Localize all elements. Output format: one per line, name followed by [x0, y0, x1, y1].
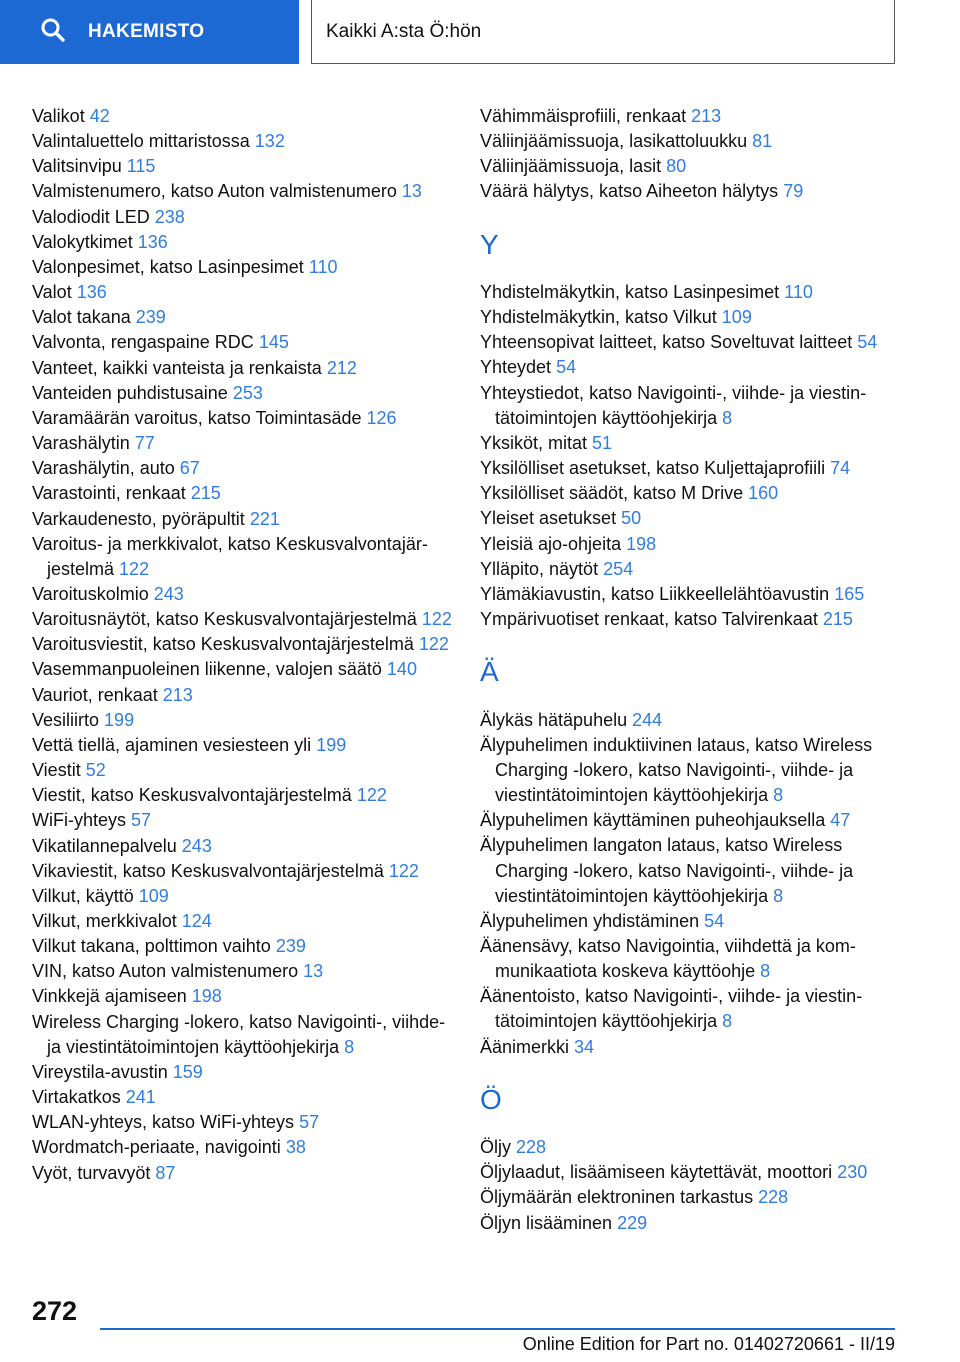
entry-text: Äänensävy, katso Navigointia, viihdettä ja kommunikaatiota koskeva käyttöohje [480, 936, 856, 982]
page-link[interactable]: 228 [758, 1187, 789, 1208]
entry-text: Älypuhelimen käyttäminen puheohjauksella [480, 810, 826, 831]
index-entry [32, 657, 452, 682]
entry-text: Yleiset asetukset [480, 508, 617, 529]
entry-text: Valodiodit LED [32, 206, 150, 227]
entry-text: Ylämäkiavustin, katso Liikkeellelähtöavustin [480, 583, 830, 604]
index-entry [480, 909, 920, 934]
page-link[interactable]: 110 [308, 256, 338, 277]
index-entry [32, 959, 452, 984]
entry-text: Varoitusnäytöt, katso Keskusvalvontajärjestelmä [32, 609, 417, 630]
index-entry [480, 456, 920, 481]
page-link[interactable]: 79 [783, 181, 804, 202]
index-entry [32, 230, 452, 255]
entry-text: Wordmatch-periaate, navigointi [32, 1137, 281, 1158]
index-entry [32, 834, 452, 859]
page-link[interactable]: 13 [303, 961, 324, 982]
entry-text: Varashälytin, auto [32, 458, 175, 479]
page-link[interactable]: 239 [135, 307, 166, 328]
right-index-column [480, 104, 920, 1236]
entry-text: VIN, katso Auton valmistenumero [32, 961, 299, 982]
index-entry [480, 1211, 920, 1236]
entry-text: Vilkut, käyttö [32, 885, 134, 906]
index-entry [480, 431, 920, 456]
entry-text: WLAN-yhteys, katso WiFi-yhteys [32, 1112, 295, 1133]
page-link[interactable]: 229 [617, 1212, 648, 1233]
page-link[interactable]: 213 [691, 106, 722, 126]
index-entry [32, 909, 452, 934]
entry-text: Valintaluettelo mittaristossa [32, 131, 250, 152]
entry-text: Vilkut takana, polttimon vaihto [32, 936, 271, 957]
page-link[interactable]: 8 [344, 1036, 355, 1057]
page-link[interactable]: 8 [760, 961, 771, 982]
page-link[interactable]: 198 [626, 533, 657, 554]
page-link[interactable]: 145 [258, 332, 289, 353]
index-entry [480, 154, 920, 179]
entry-text: Öljyn lisääminen [480, 1212, 613, 1233]
entry-text: Väliinjäämissuoja, lasit [480, 156, 662, 177]
page-link[interactable]: 136 [76, 282, 107, 303]
entry-text: Varoituskolmio [32, 583, 149, 604]
entry-text: Valvonta, rengaspaine RDC [32, 332, 254, 353]
search-icon [40, 17, 66, 48]
edition-text: Online Edition for Part no. 01402720661 - II/19 [522, 1334, 895, 1354]
entry-text: Valokytkimet [32, 231, 133, 252]
page-link[interactable]: 109 [721, 307, 752, 328]
page-link[interactable]: 165 [834, 583, 865, 604]
index-entry [32, 1010, 452, 1060]
page-link[interactable]: 122 [421, 609, 452, 630]
page-link[interactable]: 221 [249, 508, 280, 529]
index-entry [32, 884, 452, 909]
index-entry [32, 708, 452, 733]
index-entry [32, 859, 452, 884]
index-entry [32, 381, 452, 406]
entry-text: Vikatilannepalvelu [32, 835, 177, 856]
page-link[interactable]: 243 [153, 583, 184, 604]
entry-text: Valonpesimet, katso Lasinpesimet [32, 256, 304, 277]
page-link[interactable]: 230 [837, 1162, 868, 1183]
index-entry [32, 783, 452, 808]
index-entry [32, 179, 452, 204]
page-link[interactable]: 8 [722, 407, 733, 428]
page-link[interactable]: 215 [190, 483, 221, 504]
index-entry [32, 532, 452, 582]
entry-text: Valot takana [32, 307, 131, 328]
entry-text: Varoitus- ja merkkivalot, katso Keskusvalvontajärjestelmä [32, 533, 428, 579]
index-entry [480, 280, 920, 305]
index-entry [32, 808, 452, 833]
page-link[interactable]: 254 [603, 558, 634, 579]
index-entry [32, 356, 452, 381]
entry-text: Vanteet, kaikki vanteista ja renkaista [32, 357, 322, 378]
index-entry [32, 129, 452, 154]
page-link[interactable]: 140 [386, 659, 417, 680]
page-link[interactable]: 47 [830, 810, 851, 831]
index-button-label: HAKEMISTO [88, 21, 205, 42]
index-entry [32, 1161, 452, 1186]
entry-text: Vikaviestit, katso Keskusvalvontajärjestelmä [32, 860, 384, 881]
entry-text: Valmistenumero, katso Auton valmistenumero [32, 181, 397, 202]
page-link[interactable]: 122 [418, 634, 449, 655]
entry-text: Vauriot, renkaat [32, 684, 158, 705]
page-link[interactable]: 50 [621, 508, 642, 529]
page-link[interactable]: 213 [162, 684, 193, 705]
index-entry [32, 733, 452, 758]
entry-text: Yksiköt, mitat [480, 432, 588, 453]
index-entry [32, 1085, 452, 1110]
entry-text: Yksilölliset säädöt, katso M Drive [480, 483, 744, 504]
index-entry [32, 104, 452, 129]
index-entry [32, 582, 452, 607]
page-link[interactable]: 115 [126, 156, 156, 177]
index-entry [480, 984, 920, 1034]
entry-text: Älypuhelimen induktiivinen lataus, katso Wireless Charging -lokero, katso Navigointi-, viihde- ja viestintätoimintojen käyttöohjekirja [480, 734, 873, 806]
index-entry [480, 708, 920, 733]
index-entry [480, 506, 920, 531]
index-entry [32, 431, 452, 456]
page-link[interactable]: 54 [704, 910, 725, 931]
index-entry [480, 1135, 920, 1160]
entry-text: Ylläpito, näytöt [480, 558, 599, 579]
index-entry [480, 733, 920, 808]
entry-text: Vyöt, turvavyöt [32, 1162, 151, 1183]
page-link[interactable]: 126 [366, 407, 397, 428]
entry-text: Viestit [32, 760, 81, 781]
breadcrumb[interactable]: Kaikki A:sta Ö:hön [311, 0, 895, 64]
index-entry [32, 984, 452, 1009]
page-link[interactable]: 13 [401, 181, 422, 202]
page-link[interactable]: 122 [356, 785, 387, 806]
entry-text: Äänimerkki [480, 1036, 570, 1057]
entry-text: Älykäs hätäpuhelu [480, 709, 628, 730]
index-entry [32, 507, 452, 532]
index-entry [480, 381, 920, 431]
page-link[interactable]: 74 [830, 458, 851, 479]
entry-text: Yhdistelmäkytkin, katso Vilkut [480, 307, 717, 328]
index-entry [480, 481, 920, 506]
index-entry [480, 179, 920, 204]
entry-text: Vasemmanpuoleinen liikenne, valojen säätö [32, 659, 382, 680]
entry-text: Yhteydet [480, 357, 552, 378]
section-letter-heading: Ä [480, 656, 499, 688]
entry-text: Öljymäärän elektroninen tarkastus [480, 1187, 754, 1208]
page-link[interactable]: 8 [773, 885, 784, 906]
page-link[interactable]: 238 [154, 206, 185, 227]
entry-text: Öljylaadut, lisäämiseen käytettävät, moottori [480, 1162, 833, 1183]
entry-text: Yhteensopivat laitteet, katso Soveltuvat laitteet [480, 332, 853, 353]
entry-text: Varoitusviestit, katso Keskusvalvontajärjestelmä [32, 634, 414, 655]
entry-text: Väliinjäämissuoja, lasikattoluukku [480, 131, 748, 152]
page-link[interactable]: 122 [119, 558, 150, 579]
page-link[interactable]: 51 [592, 432, 613, 453]
entry-text: Älypuhelimen yhdistäminen [480, 910, 700, 931]
header-bar [0, 0, 960, 64]
index-entry [32, 607, 452, 632]
page-link[interactable]: 34 [574, 1036, 595, 1057]
entry-text: Äänentoisto, katso Navigointi-, viihde- ja viestintätoimintojen käyttöohjekirja [480, 986, 863, 1032]
page-link[interactable]: 57 [299, 1112, 320, 1133]
index-entry [480, 532, 920, 557]
entry-text: Väärä hälytys, katso Aiheeton hälytys [480, 181, 779, 202]
entry-text: Yksilölliset asetukset, katso Kuljettajaprofiili [480, 458, 826, 479]
page-link[interactable]: 132 [254, 131, 285, 152]
page-link[interactable]: 109 [138, 885, 169, 906]
index-entry [480, 104, 920, 129]
index-entry [32, 205, 452, 230]
entry-text: Vanteiden puhdistusaine [32, 382, 228, 403]
entry-text: Wireless Charging -lokero, katso Navigointi-, viihde- ja viestintätoimintojen käyttöohjekirja [32, 1011, 446, 1057]
index-entry [32, 683, 452, 708]
entry-text: Valikot [32, 106, 85, 126]
entry-text: Ympärivuotiset renkaat, katso Talvirenkaat [480, 609, 818, 630]
index-entry [32, 305, 452, 330]
index-entry [32, 456, 452, 481]
page-link[interactable]: 244 [632, 709, 663, 730]
page-link[interactable]: 54 [857, 332, 878, 353]
page-link[interactable]: 241 [125, 1087, 156, 1108]
page-link[interactable]: 253 [232, 382, 263, 403]
entry-text: Öljy [480, 1137, 511, 1158]
page-number: 272 [32, 1296, 78, 1326]
page-link[interactable]: 42 [89, 106, 110, 126]
footer-divider [100, 1328, 895, 1330]
page-link[interactable]: 212 [326, 357, 357, 378]
entry-text: Vinkkejä ajamiseen [32, 986, 187, 1007]
index-entry [480, 808, 920, 833]
index-entry [480, 355, 920, 380]
page-link[interactable]: 67 [179, 458, 200, 479]
entry-text: WiFi-yhteys [32, 810, 126, 831]
entry-text: Varastointi, renkaat [32, 483, 186, 504]
entry-text: Valot [32, 282, 72, 303]
entry-text: Vesiliirto [32, 709, 100, 730]
index-button[interactable] [0, 0, 299, 64]
entry-text: Varamäärän varoitus, katso Toimintasäde [32, 407, 362, 428]
section-letter-heading: Y [480, 228, 499, 260]
page-link[interactable]: 77 [134, 433, 155, 454]
index-entry [32, 758, 452, 783]
page-link[interactable]: 239 [275, 936, 306, 957]
index-entry [480, 607, 920, 632]
index-entry [480, 1035, 920, 1060]
entry-text: Vilkut, merkkivalot [32, 911, 177, 931]
page-link[interactable]: 124 [181, 911, 212, 931]
entry-text: Vähimmäisprofiili, renkaat [480, 106, 687, 126]
index-entry [32, 1060, 452, 1085]
entry-text: Viestit, katso Keskusvalvontajärjestelmä [32, 785, 352, 806]
page-link[interactable]: 38 [285, 1137, 306, 1158]
entry-text: Vettä tiellä, ajaminen vesiesteen yli [32, 734, 312, 755]
page-link[interactable]: 80 [666, 156, 687, 177]
page-link[interactable]: 228 [516, 1137, 547, 1158]
index-entry [480, 582, 920, 607]
index-entry [32, 330, 452, 355]
page-link[interactable]: 136 [137, 231, 168, 252]
section-letter-heading: Ö [480, 1083, 502, 1115]
page-link[interactable]: 110 [784, 282, 813, 303]
index-entry [480, 1185, 920, 1210]
page-link[interactable]: 243 [181, 835, 212, 856]
page-link[interactable]: 8 [722, 1011, 733, 1032]
index-entry [32, 1135, 452, 1160]
page-link[interactable]: 160 [748, 483, 779, 504]
page-link[interactable]: 54 [556, 357, 577, 378]
page-link[interactable]: 81 [752, 131, 773, 152]
entry-text: Vireystila-avustin [32, 1061, 168, 1082]
page-link[interactable]: 52 [85, 760, 106, 781]
page-link[interactable]: 57 [131, 810, 152, 831]
entry-text: Älypuhelimen langaton lataus, katso Wireless Charging -lokero, katso Navigointi-, viihde- ja viestintätoimintojen käyttöohjekirja [480, 835, 854, 906]
index-entry [480, 129, 920, 154]
index-entry [480, 305, 920, 330]
entry-text: Varkaudenesto, pyöräpultit [32, 508, 245, 529]
index-entry [480, 330, 920, 355]
index-entry [32, 1110, 452, 1135]
entry-text: Yhdistelmäkytkin, katso Lasinpesimet [480, 282, 780, 303]
entry-text: Valitsinvipu [32, 156, 122, 177]
page-link[interactable]: 215 [822, 609, 853, 630]
page-link[interactable]: 159 [172, 1061, 203, 1082]
index-entry [32, 934, 452, 959]
page-link[interactable]: 198 [191, 986, 222, 1007]
page-link[interactable]: 199 [104, 709, 135, 730]
index-entry [32, 481, 452, 506]
index-entry [32, 632, 452, 657]
page-link[interactable]: 8 [773, 785, 784, 806]
index-entry [480, 557, 920, 582]
page-link[interactable]: 122 [388, 860, 419, 881]
page-link[interactable]: 87 [155, 1162, 176, 1183]
index-entry [480, 833, 920, 908]
left-index-column [32, 104, 452, 1186]
index-entry [32, 406, 452, 431]
entry-text: Varashälytin [32, 433, 130, 454]
page-link[interactable]: 199 [316, 734, 347, 755]
index-entry [480, 934, 920, 984]
index-entry [32, 154, 452, 179]
index-entry [32, 280, 452, 305]
entry-text: Yhteystiedot, katso Navigointi-, viihde- ja viestintätoimintojen käyttöohjekirja [480, 382, 867, 428]
entry-text: Yleisiä ajo-ohjeita [480, 533, 622, 554]
entry-text: Virtakatkos [32, 1087, 121, 1108]
index-entry [480, 1160, 920, 1185]
index-entry [32, 255, 452, 280]
